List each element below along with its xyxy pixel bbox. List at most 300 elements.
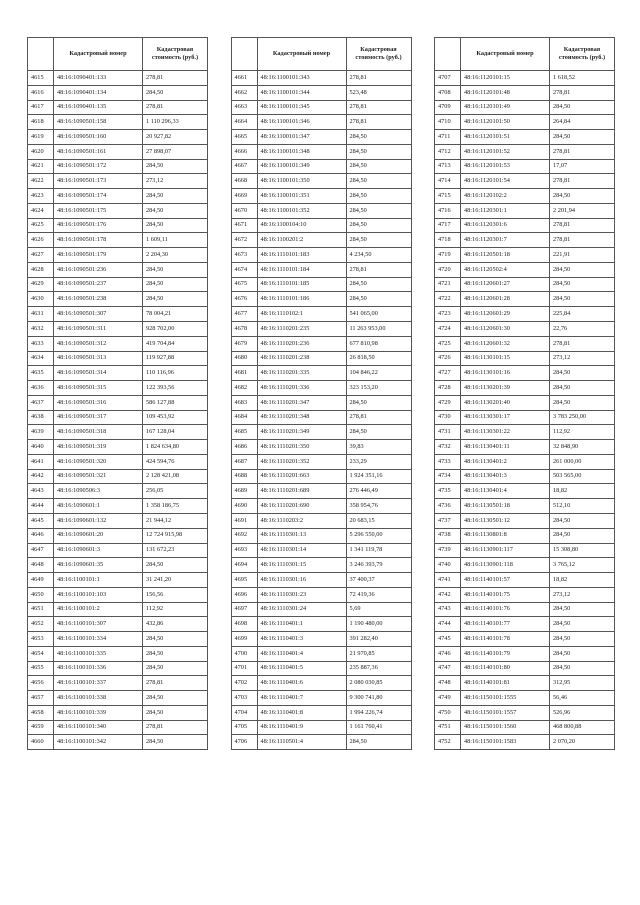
table-row	[28, 144, 208, 159]
table-row	[28, 661, 208, 676]
table-row	[231, 454, 411, 469]
cadastral-value: 503 565,00	[550, 469, 615, 484]
table-row	[435, 587, 615, 602]
cadastral-value: 56,46	[550, 691, 615, 706]
cadastral-number: 48:16:1100101:337	[54, 676, 143, 691]
cadastral-number: 48:16:1110401:9	[257, 720, 346, 735]
row-number: 4664	[231, 115, 257, 130]
cadastral-value: 273,12	[143, 174, 208, 189]
table-row	[231, 351, 411, 366]
cadastral-value: 17,07	[550, 159, 615, 174]
cadastral-value: 278,81	[550, 85, 615, 100]
row-number: 4688	[231, 469, 257, 484]
table-row	[28, 469, 208, 484]
row-number: 4678	[231, 322, 257, 337]
cadastral-number: 48:16:1140101:57	[461, 573, 550, 588]
table-row	[231, 322, 411, 337]
row-number: 4660	[28, 735, 54, 750]
table-row	[231, 602, 411, 617]
header-cadastral-number: Кадастровый номер	[257, 38, 346, 71]
row-number: 4747	[435, 661, 461, 676]
cadastral-number: 48:16:1110401:3	[257, 632, 346, 647]
table-row	[28, 130, 208, 145]
table-row	[28, 189, 208, 204]
cadastral-value: 156,56	[143, 587, 208, 602]
row-number: 4729	[435, 395, 461, 410]
table-row	[28, 676, 208, 691]
table-row	[28, 307, 208, 322]
table-row	[28, 646, 208, 661]
cadastral-value: 284,50	[550, 262, 615, 277]
cadastral-value: 284,50	[143, 661, 208, 676]
table-row	[435, 159, 615, 174]
cadastral-value: 2 204,30	[143, 248, 208, 263]
table-row	[435, 646, 615, 661]
cadastral-value: 284,50	[143, 85, 208, 100]
cadastral-value: 78 004,21	[143, 307, 208, 322]
table-row	[231, 735, 411, 750]
row-number: 4632	[28, 322, 54, 337]
table-row	[28, 454, 208, 469]
cadastral-value: 526,96	[550, 705, 615, 720]
cadastral-number: 48:16:1130301:22	[461, 425, 550, 440]
cadastral-value: 284,50	[143, 558, 208, 573]
cadastral-number: 48:16:1090501:174	[54, 189, 143, 204]
table-row	[28, 115, 208, 130]
header-num	[28, 38, 54, 71]
cadastral-value: 284,50	[143, 632, 208, 647]
cadastral-number: 48:16:1110201:347	[257, 395, 346, 410]
cadastral-value: 21 970,85	[346, 646, 411, 661]
row-number: 4649	[28, 573, 54, 588]
cadastral-number: 48:16:1090501:312	[54, 336, 143, 351]
row-number: 4674	[231, 262, 257, 277]
row-number: 4746	[435, 646, 461, 661]
table-row	[28, 425, 208, 440]
cadastral-number: 48:16:1110401:5	[257, 661, 346, 676]
row-number: 4745	[435, 632, 461, 647]
cadastral-number: 48:16:1130201:39	[461, 381, 550, 396]
cadastral-number: 48:16:1120101:51	[461, 130, 550, 145]
table-row	[28, 85, 208, 100]
row-number: 4653	[28, 632, 54, 647]
row-number: 4714	[435, 174, 461, 189]
cadastral-value: 541 065,00	[346, 307, 411, 322]
cadastral-value: 284,50	[143, 189, 208, 204]
table-row	[435, 543, 615, 558]
row-number: 4704	[231, 705, 257, 720]
table-row	[231, 262, 411, 277]
table-row	[435, 322, 615, 337]
table-row	[435, 218, 615, 233]
table-row	[231, 587, 411, 602]
cadastral-number: 48:16:1090501:320	[54, 454, 143, 469]
table-row	[28, 277, 208, 292]
table-row	[435, 735, 615, 750]
cadastral-value: 512,10	[550, 499, 615, 514]
table-row	[231, 440, 411, 455]
cadastral-number: 48:16:1120502:4	[461, 262, 550, 277]
cadastral-value: 278,81	[550, 218, 615, 233]
table-row	[231, 705, 411, 720]
cadastral-number: 48:16:1090501:319	[54, 440, 143, 455]
row-number: 4616	[28, 85, 54, 100]
cadastral-value: 18,82	[550, 573, 615, 588]
table-row	[231, 174, 411, 189]
row-number: 4667	[231, 159, 257, 174]
cadastral-number: 48:16:1100101:349	[257, 159, 346, 174]
cadastral-number: 48:16:1120601:28	[461, 292, 550, 307]
cadastral-value: 276 446,49	[346, 484, 411, 499]
cadastral-number: 48:16:1110101:185	[257, 277, 346, 292]
cadastral-value: 284,50	[346, 130, 411, 145]
cadastral-number: 48:16:1130901:118	[461, 558, 550, 573]
cadastral-number: 48:16:1100101:348	[257, 144, 346, 159]
cadastral-number: 48:16:1120101:15	[461, 71, 550, 86]
cadastral-value: 122 393,56	[143, 381, 208, 396]
table-row	[28, 720, 208, 735]
row-number: 4698	[231, 617, 257, 632]
cadastral-number: 48:16:1090601:20	[54, 528, 143, 543]
row-number: 4630	[28, 292, 54, 307]
cadastral-number: 48:16:1100101:352	[257, 203, 346, 218]
cadastral-number: 48:16:1110401:8	[257, 705, 346, 720]
cadastral-value: 284,50	[550, 617, 615, 632]
cadastral-number: 48:16:1110102:1	[257, 307, 346, 322]
header-num	[435, 38, 461, 71]
row-number: 4703	[231, 691, 257, 706]
cadastral-value: 284,50	[550, 381, 615, 396]
cadastral-value: 278,81	[550, 336, 615, 351]
table-row	[435, 676, 615, 691]
cadastral-value: 284,50	[550, 395, 615, 410]
table-row	[28, 159, 208, 174]
row-number: 4743	[435, 602, 461, 617]
cadastral-value: 284,50	[550, 292, 615, 307]
cadastral-number: 48:16:1090501:315	[54, 381, 143, 396]
row-number: 4638	[28, 410, 54, 425]
table-row	[28, 543, 208, 558]
cadastral-number: 48:16:1110201:235	[257, 322, 346, 337]
row-number: 4670	[231, 203, 257, 218]
row-number: 4735	[435, 484, 461, 499]
cadastral-value: 284,50	[143, 159, 208, 174]
cadastral-value: 110 116,96	[143, 366, 208, 381]
row-number: 4709	[435, 100, 461, 115]
table-row	[28, 499, 208, 514]
table-row	[435, 115, 615, 130]
table-row	[231, 661, 411, 676]
cadastral-number: 48:16:1100101:346	[257, 115, 346, 130]
table-row	[28, 513, 208, 528]
cadastral-value: 586 127,88	[143, 395, 208, 410]
row-number: 4623	[28, 189, 54, 204]
cadastral-number: 48:16:1090501:173	[54, 174, 143, 189]
row-number: 4723	[435, 307, 461, 322]
cadastral-number: 48:16:1090501:236	[54, 262, 143, 277]
table-row	[28, 587, 208, 602]
cadastral-number: 48:16:1140101:80	[461, 661, 550, 676]
table-row	[435, 573, 615, 588]
table-row	[231, 425, 411, 440]
row-number: 4733	[435, 454, 461, 469]
row-number: 4646	[28, 528, 54, 543]
table-row	[28, 395, 208, 410]
cadastral-number: 48:16:1150101:1555	[461, 691, 550, 706]
table-row	[28, 484, 208, 499]
row-number: 4680	[231, 351, 257, 366]
cadastral-value: 284,50	[143, 705, 208, 720]
table-row	[435, 499, 615, 514]
row-number: 4636	[28, 381, 54, 396]
table-row	[231, 381, 411, 396]
row-number: 4700	[231, 646, 257, 661]
cadastral-value: 284,50	[550, 661, 615, 676]
cadastral-value: 109 453,92	[143, 410, 208, 425]
cadastral-value: 256,05	[143, 484, 208, 499]
table-row	[435, 366, 615, 381]
row-number: 4691	[231, 513, 257, 528]
table-row	[435, 395, 615, 410]
cadastral-number: 48:16:1090501:175	[54, 203, 143, 218]
cadastral-value: 278,81	[346, 71, 411, 86]
cadastral-value: 278,81	[550, 233, 615, 248]
table-row	[231, 277, 411, 292]
table-row	[231, 366, 411, 381]
row-number: 4686	[231, 440, 257, 455]
cadastral-number: 48:16:1130101:16	[461, 366, 550, 381]
table-header-row	[231, 38, 411, 71]
table-row	[435, 705, 615, 720]
row-number: 4740	[435, 558, 461, 573]
cadastral-value: 221,91	[550, 248, 615, 263]
table-row	[231, 469, 411, 484]
cadastral-number: 48:16:1110501:4	[257, 735, 346, 750]
table-row	[231, 573, 411, 588]
row-number: 4692	[231, 528, 257, 543]
cadastral-number: 48:16:1120601:29	[461, 307, 550, 322]
cadastral-value: 27 898,07	[143, 144, 208, 159]
cadastral-table-1	[27, 37, 208, 750]
cadastral-number: 48:16:1130201:40	[461, 395, 550, 410]
cadastral-number: 48:16:1090501:316	[54, 395, 143, 410]
cadastral-number: 48:16:1120101:48	[461, 85, 550, 100]
row-number: 4669	[231, 189, 257, 204]
table-row	[28, 632, 208, 647]
table-row	[231, 410, 411, 425]
cadastral-value: 391 282,40	[346, 632, 411, 647]
table-row	[231, 543, 411, 558]
row-number: 4719	[435, 248, 461, 263]
table-row	[231, 632, 411, 647]
table-row	[435, 248, 615, 263]
row-number: 4702	[231, 676, 257, 691]
cadastral-number: 48:16:1140101:81	[461, 676, 550, 691]
cadastral-number: 48:16:1090601:132	[54, 513, 143, 528]
cadastral-number: 48:16:1090501:317	[54, 410, 143, 425]
cadastral-value: 284,50	[346, 395, 411, 410]
cadastral-number: 48:16:1090501:161	[54, 144, 143, 159]
cadastral-number: 48:16:1100101:340	[54, 720, 143, 735]
row-number: 4618	[28, 115, 54, 130]
table-row	[435, 661, 615, 676]
row-number: 4666	[231, 144, 257, 159]
cadastral-number: 48:16:1090501:321	[54, 469, 143, 484]
cadastral-value: 3 765,12	[550, 558, 615, 573]
cadastral-number: 48:16:1140101:77	[461, 617, 550, 632]
cadastral-value: 131 672,23	[143, 543, 208, 558]
row-number: 4633	[28, 336, 54, 351]
cadastral-value: 284,50	[346, 292, 411, 307]
cadastral-number: 48:16:1140101:79	[461, 646, 550, 661]
header-cadastral-value: Кадастровая стоимость (руб.)	[143, 38, 208, 71]
cadastral-value: 20 927,82	[143, 130, 208, 145]
cadastral-number: 48:16:1110201:663	[257, 469, 346, 484]
cadastral-value: 284,50	[550, 100, 615, 115]
cadastral-number: 48:16:1090501:307	[54, 307, 143, 322]
table-row	[435, 425, 615, 440]
table-row	[435, 71, 615, 86]
row-number: 4685	[231, 425, 257, 440]
row-number: 4689	[231, 484, 257, 499]
cadastral-number: 48:16:1090501:176	[54, 218, 143, 233]
table-row	[231, 115, 411, 130]
cadastral-value: 284,50	[550, 130, 615, 145]
row-number: 4708	[435, 85, 461, 100]
cadastral-value: 284,50	[550, 602, 615, 617]
cadastral-number: 48:16:1140101:76	[461, 602, 550, 617]
row-number: 4651	[28, 602, 54, 617]
table-row	[231, 484, 411, 499]
row-number: 4661	[231, 71, 257, 86]
cadastral-value: 278,81	[346, 410, 411, 425]
cadastral-value: 72 419,36	[346, 587, 411, 602]
table-row	[435, 130, 615, 145]
table-row	[231, 513, 411, 528]
cadastral-number: 48:16:1110201:690	[257, 499, 346, 514]
cadastral-number: 48:16:1110101:184	[257, 262, 346, 277]
table-row	[28, 203, 208, 218]
cadastral-value: 1 110 296,33	[143, 115, 208, 130]
cadastral-value: 112,92	[550, 425, 615, 440]
cadastral-value: 284,50	[550, 189, 615, 204]
table-row	[435, 277, 615, 292]
cadastral-number: 48:16:1130401:2	[461, 454, 550, 469]
cadastral-number: 48:16:1130301:17	[461, 410, 550, 425]
cadastral-value: 284,50	[346, 159, 411, 174]
cadastral-number: 48:16:1100101:350	[257, 174, 346, 189]
table-row	[28, 71, 208, 86]
cadastral-value: 468 800,88	[550, 720, 615, 735]
row-number: 4655	[28, 661, 54, 676]
row-number: 4635	[28, 366, 54, 381]
cadastral-number: 48:16:1110101:183	[257, 248, 346, 263]
cadastral-value: 31 241,20	[143, 573, 208, 588]
cadastral-value: 278,81	[550, 174, 615, 189]
row-number: 4647	[28, 543, 54, 558]
cadastral-value: 284,50	[143, 292, 208, 307]
cadastral-value: 523,48	[346, 85, 411, 100]
table-row	[28, 351, 208, 366]
table-row	[231, 528, 411, 543]
row-number: 4676	[231, 292, 257, 307]
row-number: 4739	[435, 543, 461, 558]
table-row	[231, 720, 411, 735]
cadastral-table-3	[434, 37, 615, 750]
cadastral-value: 424 594,76	[143, 454, 208, 469]
cadastral-value: 15 308,80	[550, 543, 615, 558]
row-number: 4715	[435, 189, 461, 204]
row-number: 4732	[435, 440, 461, 455]
table-row	[231, 100, 411, 115]
cadastral-number: 48:16:1130101:15	[461, 351, 550, 366]
table-row	[28, 248, 208, 263]
cadastral-number: 48:16:1120101:49	[461, 100, 550, 115]
cadastral-number: 48:16:1090401:134	[54, 85, 143, 100]
cadastral-number: 48:16:1140101:75	[461, 587, 550, 602]
table-row	[435, 307, 615, 322]
cadastral-number: 48:16:1090501:318	[54, 425, 143, 440]
cadastral-value: 112,92	[143, 602, 208, 617]
row-number: 4640	[28, 440, 54, 455]
row-number: 4684	[231, 410, 257, 425]
cadastral-number: 48:16:1110201:352	[257, 454, 346, 469]
table-row	[231, 203, 411, 218]
table-row	[28, 528, 208, 543]
cadastral-value: 11 263 953,00	[346, 322, 411, 337]
cadastral-value: 22,76	[550, 322, 615, 337]
cadastral-number: 48:16:1090601:3	[54, 543, 143, 558]
row-number: 4617	[28, 100, 54, 115]
table-row	[435, 691, 615, 706]
cadastral-value: 284,50	[550, 366, 615, 381]
cadastral-number: 48:16:1130901:117	[461, 543, 550, 558]
table-row	[28, 440, 208, 455]
cadastral-value: 358 954,76	[346, 499, 411, 514]
table-row	[435, 410, 615, 425]
cadastral-number: 48:16:1100101:1	[54, 573, 143, 588]
row-number: 4710	[435, 115, 461, 130]
row-number: 4713	[435, 159, 461, 174]
cadastral-number: 48:16:1100201:2	[257, 233, 346, 248]
cadastral-value: 37 400,37	[346, 573, 411, 588]
document-page	[27, 37, 615, 750]
row-number: 4712	[435, 144, 461, 159]
cadastral-value: 104 846,22	[346, 366, 411, 381]
table-row	[231, 85, 411, 100]
table-row	[231, 189, 411, 204]
cadastral-value: 278,81	[346, 115, 411, 130]
table-row	[435, 336, 615, 351]
cadastral-value: 2 201,94	[550, 203, 615, 218]
table-row	[231, 233, 411, 248]
table-row	[435, 262, 615, 277]
row-number: 4717	[435, 218, 461, 233]
cadastral-number: 48:16:1110201:350	[257, 440, 346, 455]
table-header-row	[435, 38, 615, 71]
table-row	[231, 159, 411, 174]
table-row	[28, 602, 208, 617]
cadastral-number: 48:16:1100101:338	[54, 691, 143, 706]
row-number: 4628	[28, 262, 54, 277]
row-number: 4707	[435, 71, 461, 86]
cadastral-value: 284,50	[143, 735, 208, 750]
row-number: 4657	[28, 691, 54, 706]
row-number: 4659	[28, 720, 54, 735]
row-number: 4752	[435, 735, 461, 750]
header-cadastral-number: Кадастровый номер	[461, 38, 550, 71]
table-row	[435, 381, 615, 396]
